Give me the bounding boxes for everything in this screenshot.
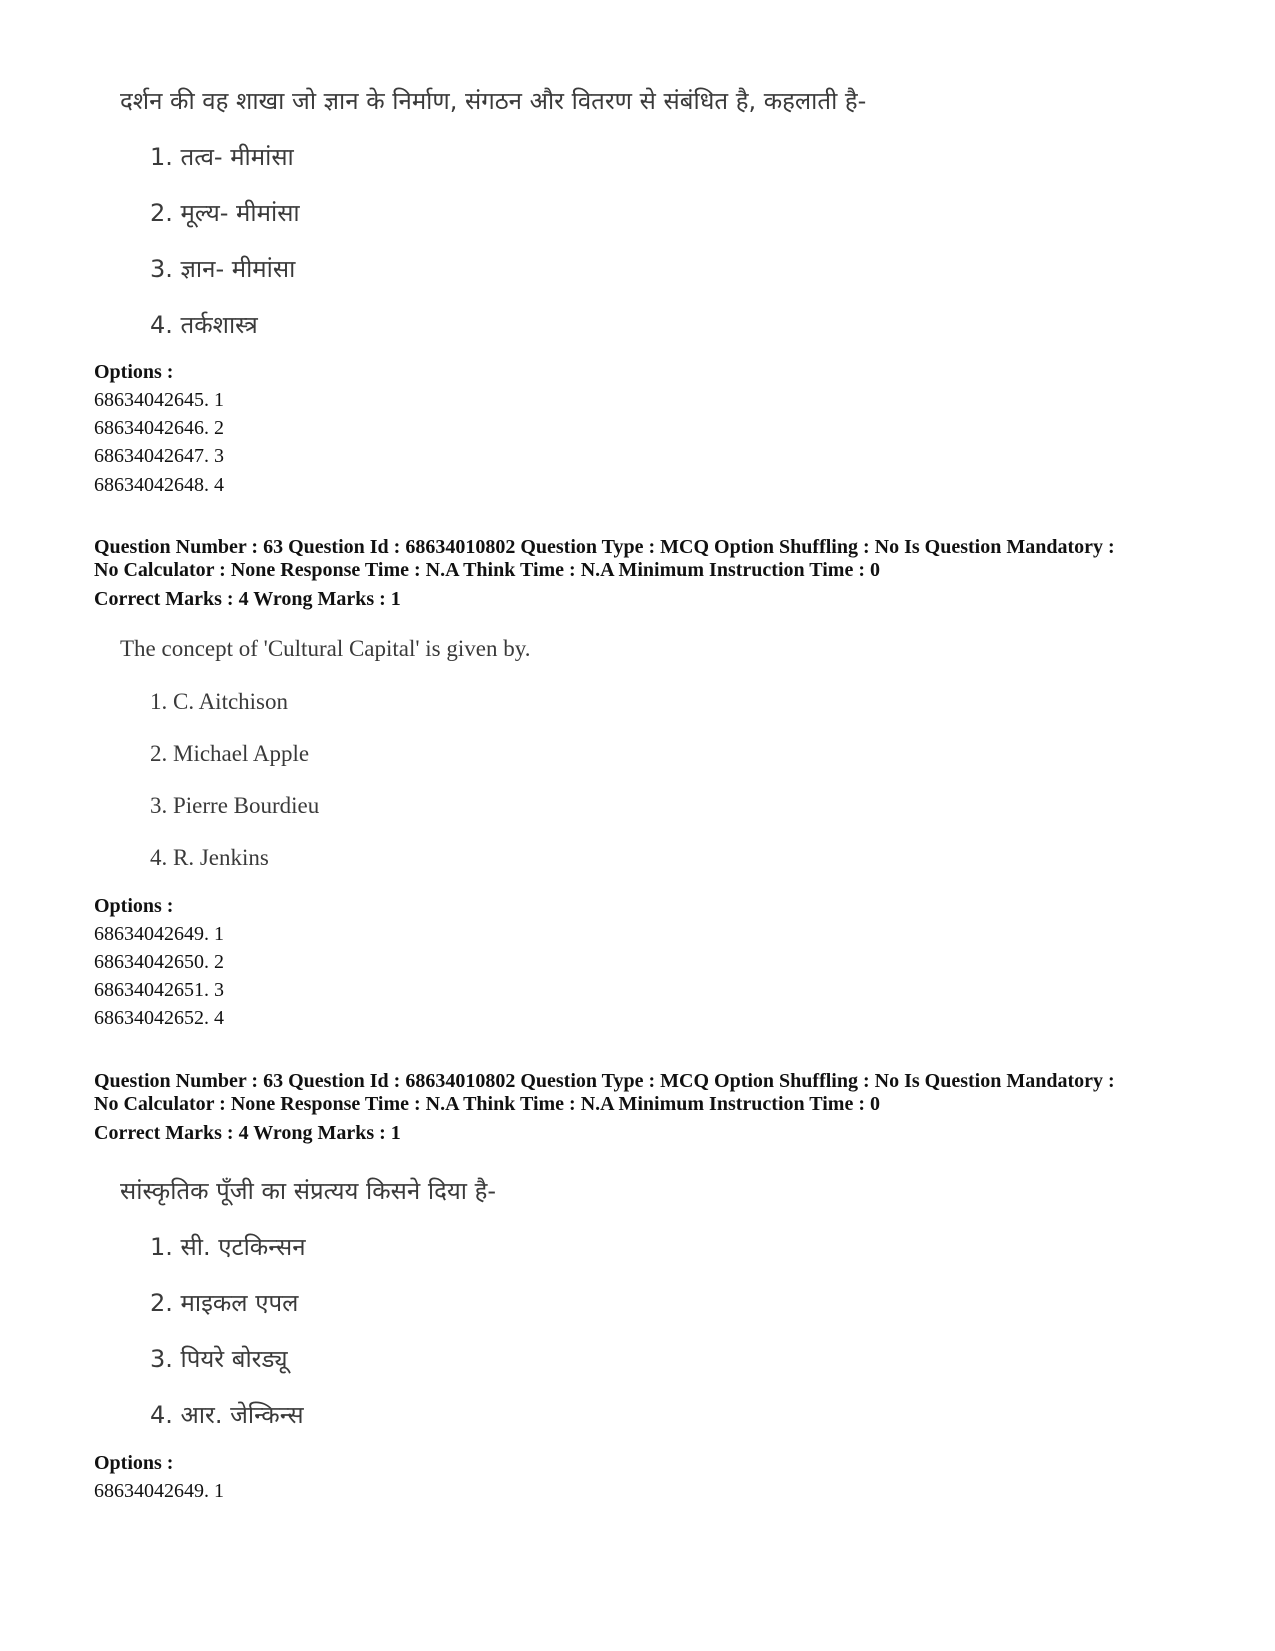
question-stem-hindi-1: दर्शन की वह शाखा जो ज्ञान के निर्माण, संगठन और वितरण से संबंधित है, कहलाती है- [120,87,867,115]
option-id-line: 68634042651. 3 [94,979,224,1001]
question-meta-line-2: No Calculator : None Response Time : N.A Think Time : N.A Minimum Instruction Time : 0 [94,559,880,581]
question-meta-line-2: No Calculator : None Response Time : N.A Think Time : N.A Minimum Instruction Time : 0 [94,1093,880,1115]
choice-3: 3. Pierre Bourdieu [150,793,320,818]
question-stem-hindi-3: सांस्कृतिक पूँजी का संप्रत्यय किसने दिया है- [120,1177,496,1205]
choice-2: 2. Michael Apple [150,741,310,766]
choice-1: 1. C. Aitchison [150,689,289,714]
question-marks: Correct Marks : 4 Wrong Marks : 1 [94,1122,401,1144]
question-meta-line-1: Question Number : 63 Question Id : 68634010802 Question Type : MCQ Option Shuffling : No Is Question Mandatory : [94,1070,1115,1092]
option-id-line: 68634042649. 1 [94,1480,224,1502]
choice-1: 1. सी. एटकिन्सन [150,1233,306,1261]
choice-4: 4. R. Jenkins [150,845,269,870]
question-marks: Correct Marks : 4 Wrong Marks : 1 [94,588,401,610]
option-id-line: 68634042646. 2 [94,417,224,439]
choice-1: 1. तत्व- मीमांसा [150,143,294,171]
choice-3: 3. पियरे बोरड्यू [150,1345,288,1373]
options-title: Options : [94,361,174,383]
option-id-line: 68634042650. 2 [94,951,224,973]
option-id-line: 68634042645. 1 [94,389,224,411]
choice-3: 3. ज्ञान- मीमांसा [150,255,296,283]
choice-4: 4. आर. जेन्किन्स [150,1401,304,1429]
option-id-line: 68634042649. 1 [94,923,224,945]
choice-2: 2. माइकल एपल [150,1289,299,1317]
choice-2: 2. मूल्य- मीमांसा [150,199,300,227]
question-meta-line-1: Question Number : 63 Question Id : 68634010802 Question Type : MCQ Option Shuffling : No Is Question Mandatory : [94,536,1115,558]
option-id-line: 68634042648. 4 [94,474,224,496]
option-id-line: 68634042652. 4 [94,1007,224,1029]
options-title: Options : [94,1452,174,1474]
options-title: Options : [94,895,174,917]
option-id-line: 68634042647. 3 [94,445,224,467]
choice-4: 4. तर्कशास्त्र [150,311,258,339]
question-stem-english: The concept of 'Cultural Capital' is given by. [120,636,531,661]
